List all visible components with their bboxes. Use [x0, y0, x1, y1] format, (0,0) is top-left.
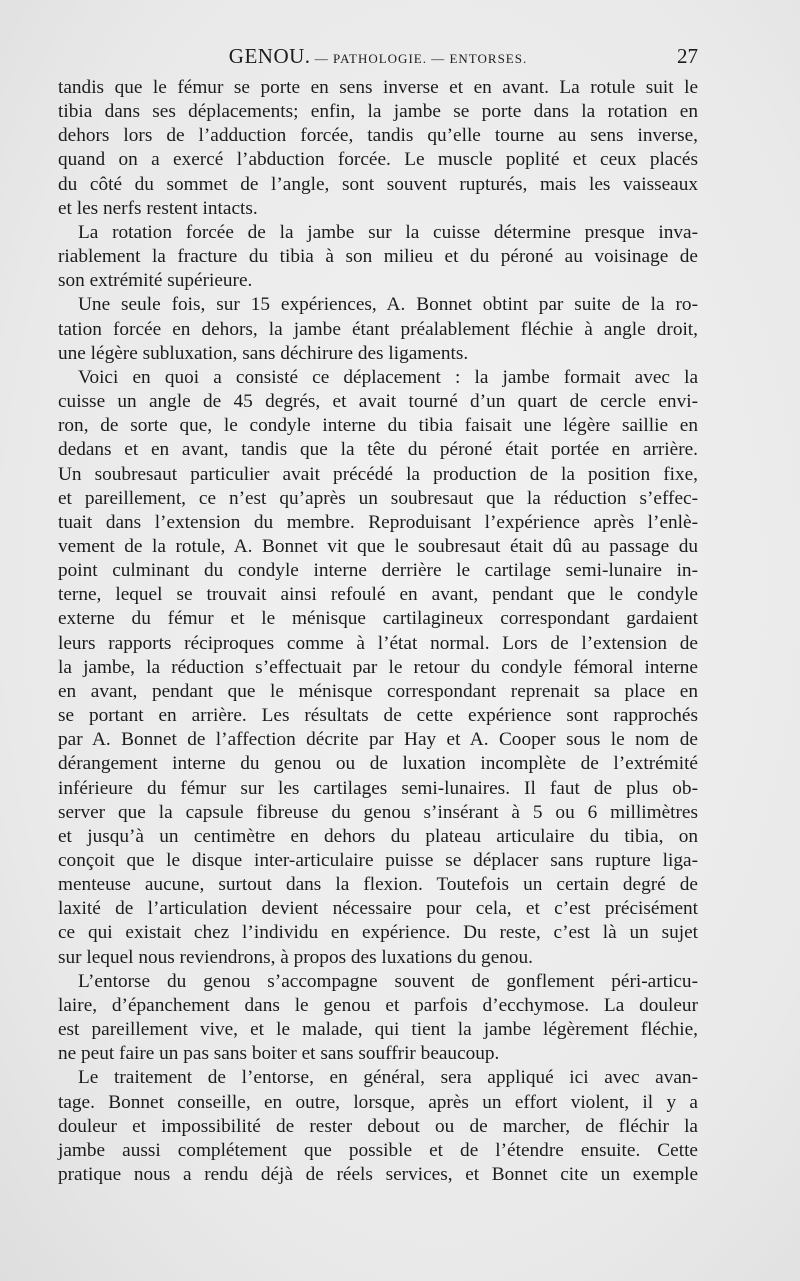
running-head-title: GENOU. [228, 44, 311, 68]
text-line: sur lequel nous reviendrons, à propos des luxations du genou. [58, 946, 533, 968]
text-line: dedans et en avant, tandis que la tête du péroné était portée en arrière. [58, 439, 698, 461]
text-line: tage. Bonnet conseille, en outre, lorsque, après un effort violent, il y a [58, 1091, 698, 1113]
text-line: L’entorse du genou s’accompagne souvent de gonflement péri-articu- [78, 970, 698, 992]
text-line: une légère subluxation, sans déchirure des ligaments. [58, 342, 469, 364]
running-head-subtitle: — PATHOLOGIE. — ENTORSES. [310, 51, 528, 66]
text-line: ron, de sorte que, le condyle interne du tibia faisait une légère saillie en [58, 415, 698, 437]
text-line: ne peut faire un pas sans boiter et sans souffrir beaucoup. [58, 1043, 500, 1065]
text-line: tuait dans l’extension du membre. Reproduisant l’expérience après l’enlè- [58, 511, 698, 533]
page-header [58, 44, 698, 74]
text-line: riablement la fracture du tibia à son milieu et du péroné au voisinage de [58, 246, 698, 268]
text-line: ce qui existait chez l’individu en expérience. Du reste, c’est là un sujet [58, 922, 698, 944]
text-line: et pareillement, ce n’est qu’après un soubresaut que la réduction s’effec- [58, 487, 698, 509]
text-line: laire, d’épanchement dans le genou et parfois d’ecchymose. La douleur [58, 994, 698, 1016]
text-line: se portant en arrière. Les résultats de cette expérience sont rapprochés [58, 705, 698, 727]
text-line: Le traitement de l’entorse, en général, sera appliqué ici avec avan- [78, 1067, 698, 1089]
text-line: server que la capsule fibreuse du genou s’insérant à 5 ou 6 millimètres [58, 801, 698, 823]
text-line: conçoit que le disque inter-articulaire puisse se déplacer sans rupture liga- [58, 850, 698, 871]
text-line: point culminant du condyle interne derrière le cartilage semi-lunaire in- [58, 560, 698, 582]
text-line: dérangement interne du genou ou de luxation incomplète de l’extrémité [58, 753, 698, 775]
text-line: tibia dans ses déplacements; enfin, la jambe se porte dans la rotation en [58, 101, 698, 123]
text-line: cuisse un angle de 45 degrés, et avait tourné d’un quart de cercle envi- [58, 391, 698, 413]
text-line: par A. Bonnet de l’affection décrite par Hay et A. Cooper sous le nom de [58, 729, 698, 751]
text-line: laxité de l’articulation devient nécessaire pour cela, et c’est précisément [58, 898, 698, 920]
running-head [58, 44, 698, 69]
text-line: tandis que le fémur se porte en sens inverse et en avant. La rotule suit le [58, 77, 698, 98]
text-line: jambe aussi complétement que possible et de l’étendre ensuite. Cette [58, 1139, 698, 1161]
text-line: Voici en quoi a consisté ce déplacement : la jambe formait avec la [78, 366, 698, 388]
text-line: vement de la rotule, A. Bonnet vit que le soubresaut était dû au passage du [58, 535, 698, 557]
text-line: douleur et impossibilité de rester debout ou de marcher, de fléchir la [58, 1115, 698, 1137]
text-line: et les nerfs restent intacts. [58, 197, 258, 219]
text-line: La rotation forcée de la jambe sur la cuisse détermine presque inva- [78, 221, 698, 243]
page-number: 27 [677, 44, 698, 68]
text-line: la jambe, la réduction s’effectuait par le retour du condyle fémoral interne [58, 656, 698, 678]
text-line: inférieure du fémur sur les cartilages semi-lunaires. Il faut de plus ob- [58, 777, 698, 799]
text-line: en avant, pendant que le ménisque correspondant reprenait sa place en [58, 680, 698, 702]
text-line: et jusqu’à un centimètre en dehors du plateau articulaire du tibia, on [58, 825, 698, 847]
text-line: externe du fémur et le ménisque cartilagineux correspondant gardaient [58, 608, 698, 630]
text-line: Une seule fois, sur 15 expériences, A. Bonnet obtint par suite de la ro- [78, 294, 698, 316]
text-line: quand on a exercé l’abduction forcée. Le muscle poplité et ceux placés [58, 149, 698, 171]
text-line: Un soubresaut particulier avait précédé la production de la position fixe, [58, 463, 698, 485]
text-line: leurs rapports réciproques comme à l’état normal. Lors de l’extension de [58, 632, 698, 654]
text-line: dehors lors de l’adduction forcée, tandis qu’elle tourne au sens inverse, [58, 125, 698, 147]
text-line: terne, lequel se trouvait ainsi refoulé en avant, pendant que le condyle [58, 584, 698, 606]
text-line: pratique nous a rendu déjà de réels services, et Bonnet cite un exemple [58, 1164, 698, 1186]
text-line: son extrémité supérieure. [58, 270, 253, 292]
text-line: menteuse aucune, surtout dans la flexion. Toutefois un certain degré de [58, 874, 698, 896]
text-line: tation forcée en dehors, la jambe étant préalablement fléchie à angle droit, [58, 318, 698, 340]
text-line: est pareillement vive, et le malade, qui tient la jambe légèrement fléchie, [58, 1019, 698, 1041]
text-line: du côté du sommet de l’angle, sont souvent rupturés, mais les vaisseaux [58, 173, 698, 195]
body-text [58, 76, 698, 1187]
